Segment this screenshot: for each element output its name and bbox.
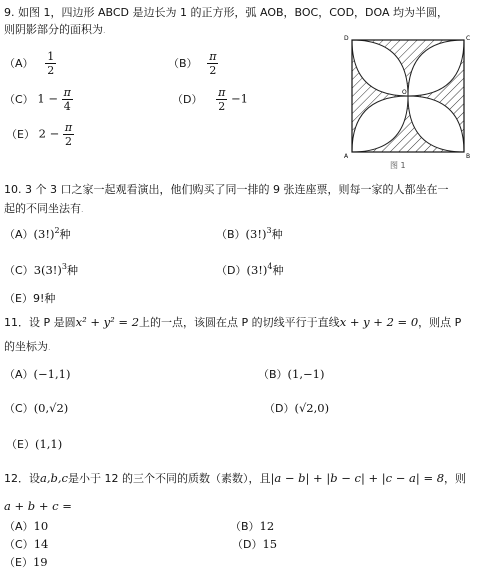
- q9-option-b: （B） $\frac{\pi}{2}$: [168, 50, 217, 77]
- figure-1: [340, 32, 480, 172]
- vertex-label-c: C: [466, 35, 471, 42]
- center-label-o: O: [402, 89, 407, 96]
- q12-option-d: （D）15: [232, 537, 278, 551]
- q9-c-fraction: $\frac{\pi}{4}$: [63, 86, 71, 113]
- q9-b-fraction: $\frac{\pi}{2}$: [209, 50, 217, 77]
- q11-option-b: （B）(1,−1): [258, 367, 325, 381]
- q11-stem-line2: 的坐标为.: [4, 340, 51, 353]
- figure-caption: 图 1: [390, 161, 406, 170]
- q10-option-b: $(B)(3!)^3$种: [216, 226, 283, 241]
- q12-option-c: （C）14: [4, 537, 49, 551]
- q9-option-e: （E） 2 − $\frac{\pi}{2}$: [6, 121, 73, 148]
- q9-a-fraction: $\frac{1}{2}$: [47, 50, 55, 77]
- q11-option-e: （E）(1,1): [6, 437, 63, 451]
- q10-option-e: （E）9!种: [4, 292, 56, 305]
- vertex-label-b: B: [466, 153, 471, 160]
- q12-option-b: （B）12: [230, 519, 275, 533]
- q10-option-c: $(C)3(3!)^3$种: [4, 262, 79, 277]
- q9-stem-line1: 9. 如图 1，四边形 ABCD 是边长为 1 的正方形，弧 AOB，BOC，COD，DOA 均为半圆，: [4, 6, 448, 19]
- vertex-label-a: A: [344, 153, 349, 160]
- q9-e-fraction: $\frac{\pi}{2}$: [64, 121, 73, 148]
- q10-option-a: $(A)(3!)^2$种: [4, 226, 71, 241]
- vertex-label-d: D: [344, 35, 349, 42]
- q10-option-d: $(D)(3!)^4$种: [216, 262, 284, 277]
- q9-option-a: （A） $\frac{1}{2}$: [4, 50, 55, 77]
- q9-d-fraction: $\frac{\pi}{2}$: [218, 86, 226, 113]
- q11-option-c: （C）(0,√2): [4, 401, 69, 415]
- square-with-semicircles-diagram: [340, 32, 480, 172]
- q10-stem-line1: 10. 3 个 3 口之家一起观看演出，他们购买了同一排的 9 张连座票，则每一家的人都坐在一: [4, 183, 449, 196]
- q12-stem-line1: 12．设a,b,c是小于 12 的三个不同的质数（素数），且|a − b| + |b − c| + |c − a| = 8，则: [4, 471, 467, 485]
- q12-option-a: （A）10: [4, 519, 49, 533]
- q9-option-c: （C） 1 − $\frac{\pi}{4}$: [4, 86, 71, 113]
- q11-stem-line1: 11．设 P 是圆x² + y² = 2上的一点，该圆在点 P 的切线平行于直线x + y + 2 = 0，则点 P: [4, 315, 462, 329]
- q9-stem-line2: 则阴影部分的面积为.: [4, 23, 106, 36]
- q10-stem-line2: 起的不同坐法有.: [4, 202, 84, 215]
- q12-option-e: （E）19: [4, 555, 48, 569]
- q11-option-a: （A）(−1,1): [4, 367, 71, 381]
- q9-option-d: （D） $\frac{\pi}{2}$ −1: [172, 86, 248, 113]
- q11-option-d: （D）(√2,0): [264, 401, 330, 415]
- q12-stem-line2: a + b + c =: [4, 499, 72, 513]
